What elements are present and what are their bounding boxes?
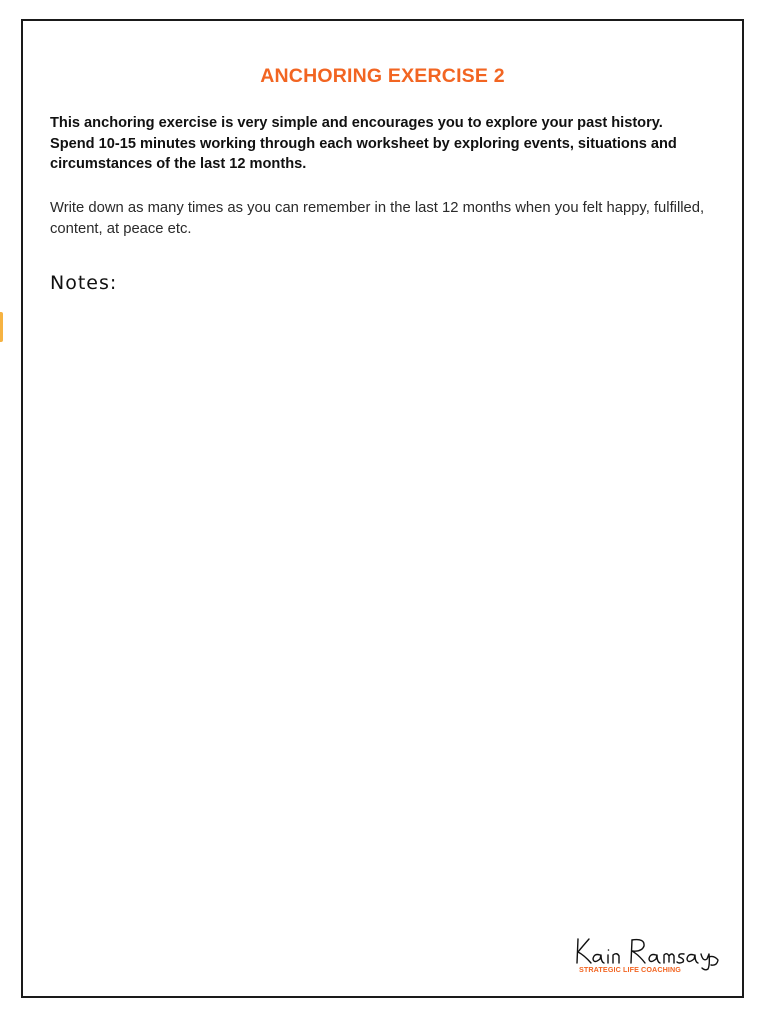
brand-tagline: STRATEGIC LIFE COACHING [579, 965, 681, 974]
page-title: ANCHORING EXERCISE 2 [260, 65, 505, 87]
intro-paragraph: This anchoring exercise is very simple and encourages you to explore your past history. Spend 10-15 minutes working through each worksheet by exploring events, situations and circumstances of the last 12 months. [50, 115, 677, 172]
worksheet-page [21, 19, 744, 998]
signature-logo [572, 935, 720, 983]
edge-tab-marker [0, 312, 3, 342]
notes-label: Notes: [50, 272, 118, 294]
notes-writing-area[interactable] [50, 311, 710, 911]
instruction-paragraph: Write down as many times as you can remember in the last 12 months when you felt happy, fulfilled, content, at peace etc. [50, 200, 705, 237]
